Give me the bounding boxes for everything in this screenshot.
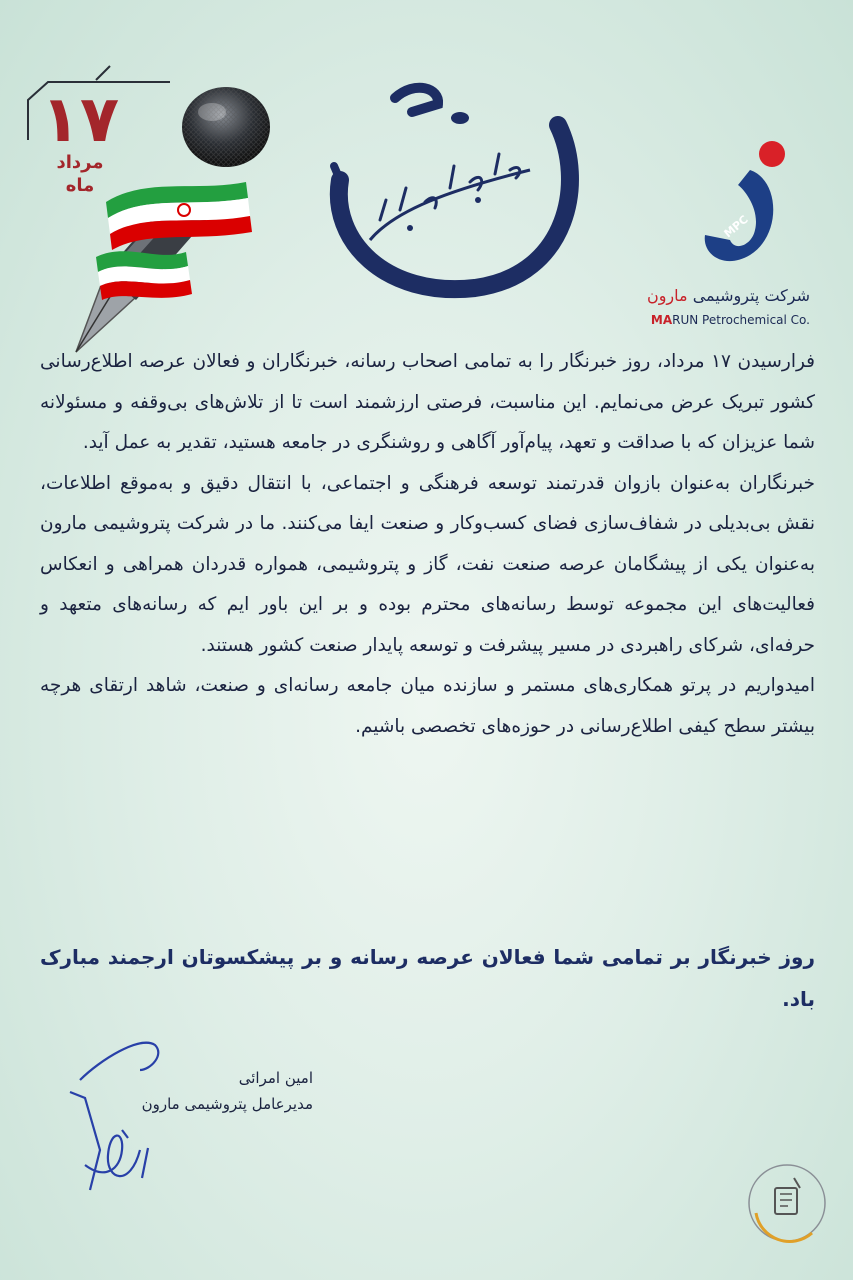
company-name-fa bbox=[630, 286, 810, 305]
date-number: ۱۷ bbox=[40, 83, 120, 157]
company-logo bbox=[630, 140, 810, 327]
letter-paragraph-2: خبرنگاران به‌عنوان بازوان قدرتمند توسعه فرهنگی و اجتماعی، با انتقال دقیق و به‌موقع اطلاعات، نقش بی‌بدیلی در شفاف‌سازی فضای کسب‌وکار و صنعت ایفا می‌کنند. ما در شرکت پتروشیمی مارون به‌عنوان یکی از پیشگامان عرصه صنعت نفت، گاز و پتروشیمی، همواره قدردان همراهی و انعکاس فعالیت‌های این مجموعه توسط رسانه‌های محترم بوده و بر این باور ایم که رسانه‌های متعهد و حرفه‌ای، شرکای راهبردی در مسیر پیشرفت و توسعه پایدار صنعت کشور هستند. bbox=[40, 472, 815, 656]
calligraphy-emblem bbox=[300, 70, 590, 300]
letter-body bbox=[40, 342, 815, 747]
company-name-en bbox=[630, 313, 810, 327]
company-name-en-rest: RUN Petrochemical Co. bbox=[672, 313, 810, 327]
mpc-mark-text: MPC bbox=[721, 212, 751, 241]
microphone-pen-icon bbox=[36, 82, 276, 362]
seal-icon bbox=[742, 1158, 832, 1248]
letter-closing: روز خبرنگار بر تمامی شما فعالان عرصه رسانه و بر پیشکسوتان ارجمند مبارک باد. bbox=[40, 945, 815, 1011]
letter-paragraph-1: فرارسیدن ۱۷ مرداد، روز خبرنگار را به تمامی اصحاب رسانه، خبرنگاران و فعالان عرصه اطلاع‌رسانی کشور تبریک عرض می‌نمایم. این مناسبت، فرصتی ارزشمند است تا از تلاش‌های بی‌وقفه و مسئولانه شما عزیزان که با صداقت و تعهد، پیام‌آور آگاهی و روشنگری در جامعه هستید، تقدیر به عمل آید. bbox=[40, 351, 816, 453]
signature-icon bbox=[60, 1030, 180, 1200]
mpc-logo-icon bbox=[690, 140, 790, 280]
signatory-title: مدیرعامل پتروشیمی مارون bbox=[141, 1095, 313, 1113]
letter-paragraph-3: امیدواریم در پرتو همکاری‌های مستمر و سازنده میان جامعه رسانه‌ای و صنعت، شاهد ارتقای هرچه بیشتر سطح کیفی اطلاع‌رسانی در حوزه‌های تخصصی باشیم. bbox=[40, 675, 815, 737]
company-name-fa-prefix: شرکت پتروشیمی bbox=[687, 286, 810, 305]
company-name-fa-accent: مارون bbox=[646, 286, 688, 305]
date-month-suffix: ماه bbox=[65, 174, 95, 196]
signatory-name: امین امرائی bbox=[238, 1069, 313, 1087]
company-name-en-accent: MA bbox=[650, 313, 673, 327]
date-month: مرداد bbox=[56, 152, 104, 173]
